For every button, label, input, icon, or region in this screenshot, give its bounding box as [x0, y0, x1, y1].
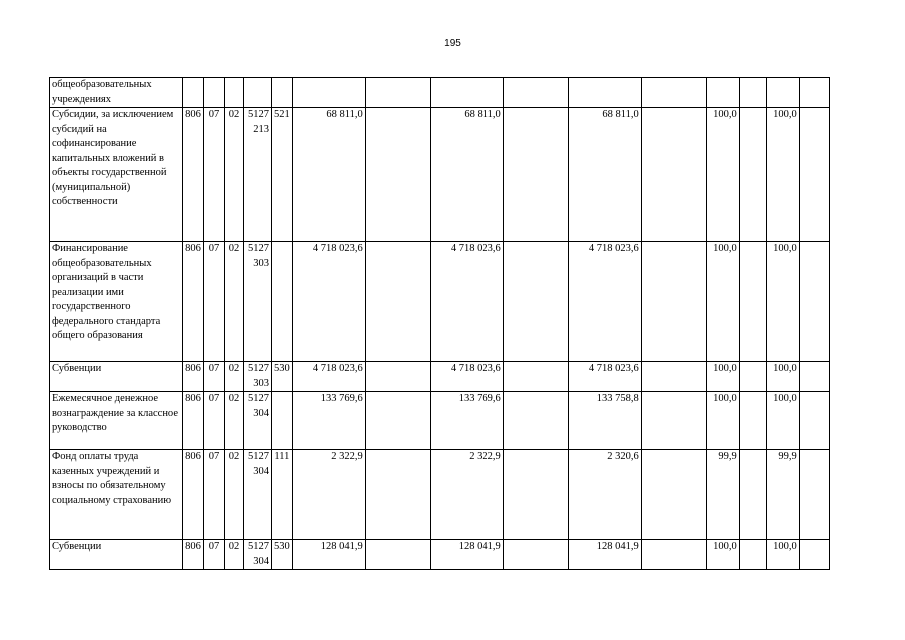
- page-number: 195: [444, 38, 461, 49]
- cell-vr: [272, 242, 293, 362]
- table-row: [50, 242, 830, 362]
- cell-empty: [739, 450, 766, 540]
- cell-empty: [739, 108, 766, 242]
- cell-empty: [641, 392, 706, 450]
- table-row: [50, 78, 830, 108]
- cell-pr: 02: [225, 392, 244, 450]
- cell-pr: 02: [225, 242, 244, 362]
- cell-csr: 5127 304: [244, 540, 272, 570]
- cell-ved: 806: [183, 450, 204, 540]
- cell-empty: [503, 108, 568, 242]
- cell-pr: 02: [225, 450, 244, 540]
- cell-amount3: 68 811,0: [568, 108, 641, 242]
- cell-empty: [799, 392, 829, 450]
- cell-empty: [503, 78, 568, 108]
- cell-vr: 530: [272, 362, 293, 392]
- cell-pct2: 100,0: [766, 108, 799, 242]
- cell-name: Ежемесячное денежное вознаграждение за классное руководство: [50, 392, 183, 450]
- cell-vr: 530: [272, 540, 293, 570]
- cell-empty: [365, 242, 430, 362]
- cell-amount1: 133 769,6: [292, 392, 365, 450]
- cell-vr: 521: [272, 108, 293, 242]
- cell-empty: [503, 392, 568, 450]
- cell-pct2: 100,0: [766, 362, 799, 392]
- cell-empty: [365, 78, 430, 108]
- cell-name: Субсидии, за исключением субсидий на софинансирование капитальных вложений в объекты государственной (муниципальной) собственности: [50, 108, 183, 242]
- cell-empty: [799, 78, 829, 108]
- cell-ved: 806: [183, 242, 204, 362]
- cell-pct2: [766, 78, 799, 108]
- cell-csr: 5127 303: [244, 242, 272, 362]
- cell-empty: [739, 78, 766, 108]
- cell-pct1: [706, 78, 739, 108]
- cell-pct1: 100,0: [706, 108, 739, 242]
- cell-amount2: [430, 78, 503, 108]
- cell-empty: [503, 362, 568, 392]
- cell-empty: [739, 362, 766, 392]
- cell-rz: 07: [204, 392, 225, 450]
- cell-amount1: 2 322,9: [292, 450, 365, 540]
- cell-pct1: 100,0: [706, 242, 739, 362]
- table-row: [50, 108, 830, 242]
- cell-empty: [365, 362, 430, 392]
- cell-empty: [799, 242, 829, 362]
- cell-amount3: 128 041,9: [568, 540, 641, 570]
- cell-empty: [739, 242, 766, 362]
- cell-pr: 02: [225, 540, 244, 570]
- cell-amount1: 4 718 023,6: [292, 242, 365, 362]
- cell-empty: [739, 392, 766, 450]
- cell-empty: [641, 242, 706, 362]
- cell-empty: [365, 540, 430, 570]
- budget-table: [49, 77, 830, 570]
- cell-amount3: 2 320,6: [568, 450, 641, 540]
- cell-rz: 07: [204, 362, 225, 392]
- cell-amount2: 128 041,9: [430, 540, 503, 570]
- cell-csr: 5127 303: [244, 362, 272, 392]
- cell-name: Фонд оплаты труда казенных учреждений и взносы по обязательному социальному страхованию: [50, 450, 183, 540]
- cell-pct1: 99,9: [706, 450, 739, 540]
- cell-empty: [799, 450, 829, 540]
- table-row: [50, 450, 830, 540]
- cell-vr: [272, 78, 293, 108]
- cell-empty: [799, 540, 829, 570]
- cell-pct1: 100,0: [706, 362, 739, 392]
- cell-amount2: 4 718 023,6: [430, 362, 503, 392]
- cell-pct2: 100,0: [766, 392, 799, 450]
- table-row: [50, 540, 830, 570]
- cell-name: Субвенции: [50, 362, 183, 392]
- cell-vr: [272, 392, 293, 450]
- cell-empty: [641, 108, 706, 242]
- cell-empty: [503, 450, 568, 540]
- table-row: [50, 392, 830, 450]
- cell-pct2: 99,9: [766, 450, 799, 540]
- cell-empty: [799, 108, 829, 242]
- cell-amount3: 133 758,8: [568, 392, 641, 450]
- cell-amount1: 128 041,9: [292, 540, 365, 570]
- cell-empty: [503, 242, 568, 362]
- cell-pr: [225, 78, 244, 108]
- cell-pr: 02: [225, 362, 244, 392]
- cell-csr: 5127 304: [244, 450, 272, 540]
- cell-amount1: 4 718 023,6: [292, 362, 365, 392]
- cell-name: Субвенции: [50, 540, 183, 570]
- cell-ved: 806: [183, 392, 204, 450]
- cell-rz: 07: [204, 108, 225, 242]
- cell-amount1: [292, 78, 365, 108]
- table-row: [50, 362, 830, 392]
- cell-ved: [183, 78, 204, 108]
- cell-amount3: [568, 78, 641, 108]
- cell-empty: [641, 540, 706, 570]
- cell-amount2: 4 718 023,6: [430, 242, 503, 362]
- cell-rz: 07: [204, 450, 225, 540]
- cell-pr: 02: [225, 108, 244, 242]
- cell-amount1: 68 811,0: [292, 108, 365, 242]
- cell-amount2: 68 811,0: [430, 108, 503, 242]
- cell-empty: [799, 362, 829, 392]
- cell-pct2: 100,0: [766, 242, 799, 362]
- cell-empty: [365, 450, 430, 540]
- cell-amount2: 2 322,9: [430, 450, 503, 540]
- cell-name: общеобразовательных учреждениях: [50, 78, 183, 108]
- cell-empty: [641, 450, 706, 540]
- cell-rz: [204, 78, 225, 108]
- cell-csr: 5127 304: [244, 392, 272, 450]
- cell-pct2: 100,0: [766, 540, 799, 570]
- cell-amount2: 133 769,6: [430, 392, 503, 450]
- cell-rz: 07: [204, 242, 225, 362]
- cell-ved: 806: [183, 108, 204, 242]
- cell-ved: 806: [183, 540, 204, 570]
- cell-amount3: 4 718 023,6: [568, 362, 641, 392]
- cell-vr: 111: [272, 450, 293, 540]
- cell-csr: 5127 213: [244, 108, 272, 242]
- cell-empty: [365, 392, 430, 450]
- cell-csr: [244, 78, 272, 108]
- cell-empty: [503, 540, 568, 570]
- cell-empty: [641, 362, 706, 392]
- cell-ved: 806: [183, 362, 204, 392]
- cell-pct1: 100,0: [706, 392, 739, 450]
- cell-name: Финансирование общеобразовательных организаций в части реализации ими государственного федерального стандарта общего образования: [50, 242, 183, 362]
- cell-amount3: 4 718 023,6: [568, 242, 641, 362]
- cell-empty: [641, 78, 706, 108]
- cell-pct1: 100,0: [706, 540, 739, 570]
- cell-empty: [365, 108, 430, 242]
- cell-empty: [739, 540, 766, 570]
- cell-rz: 07: [204, 540, 225, 570]
